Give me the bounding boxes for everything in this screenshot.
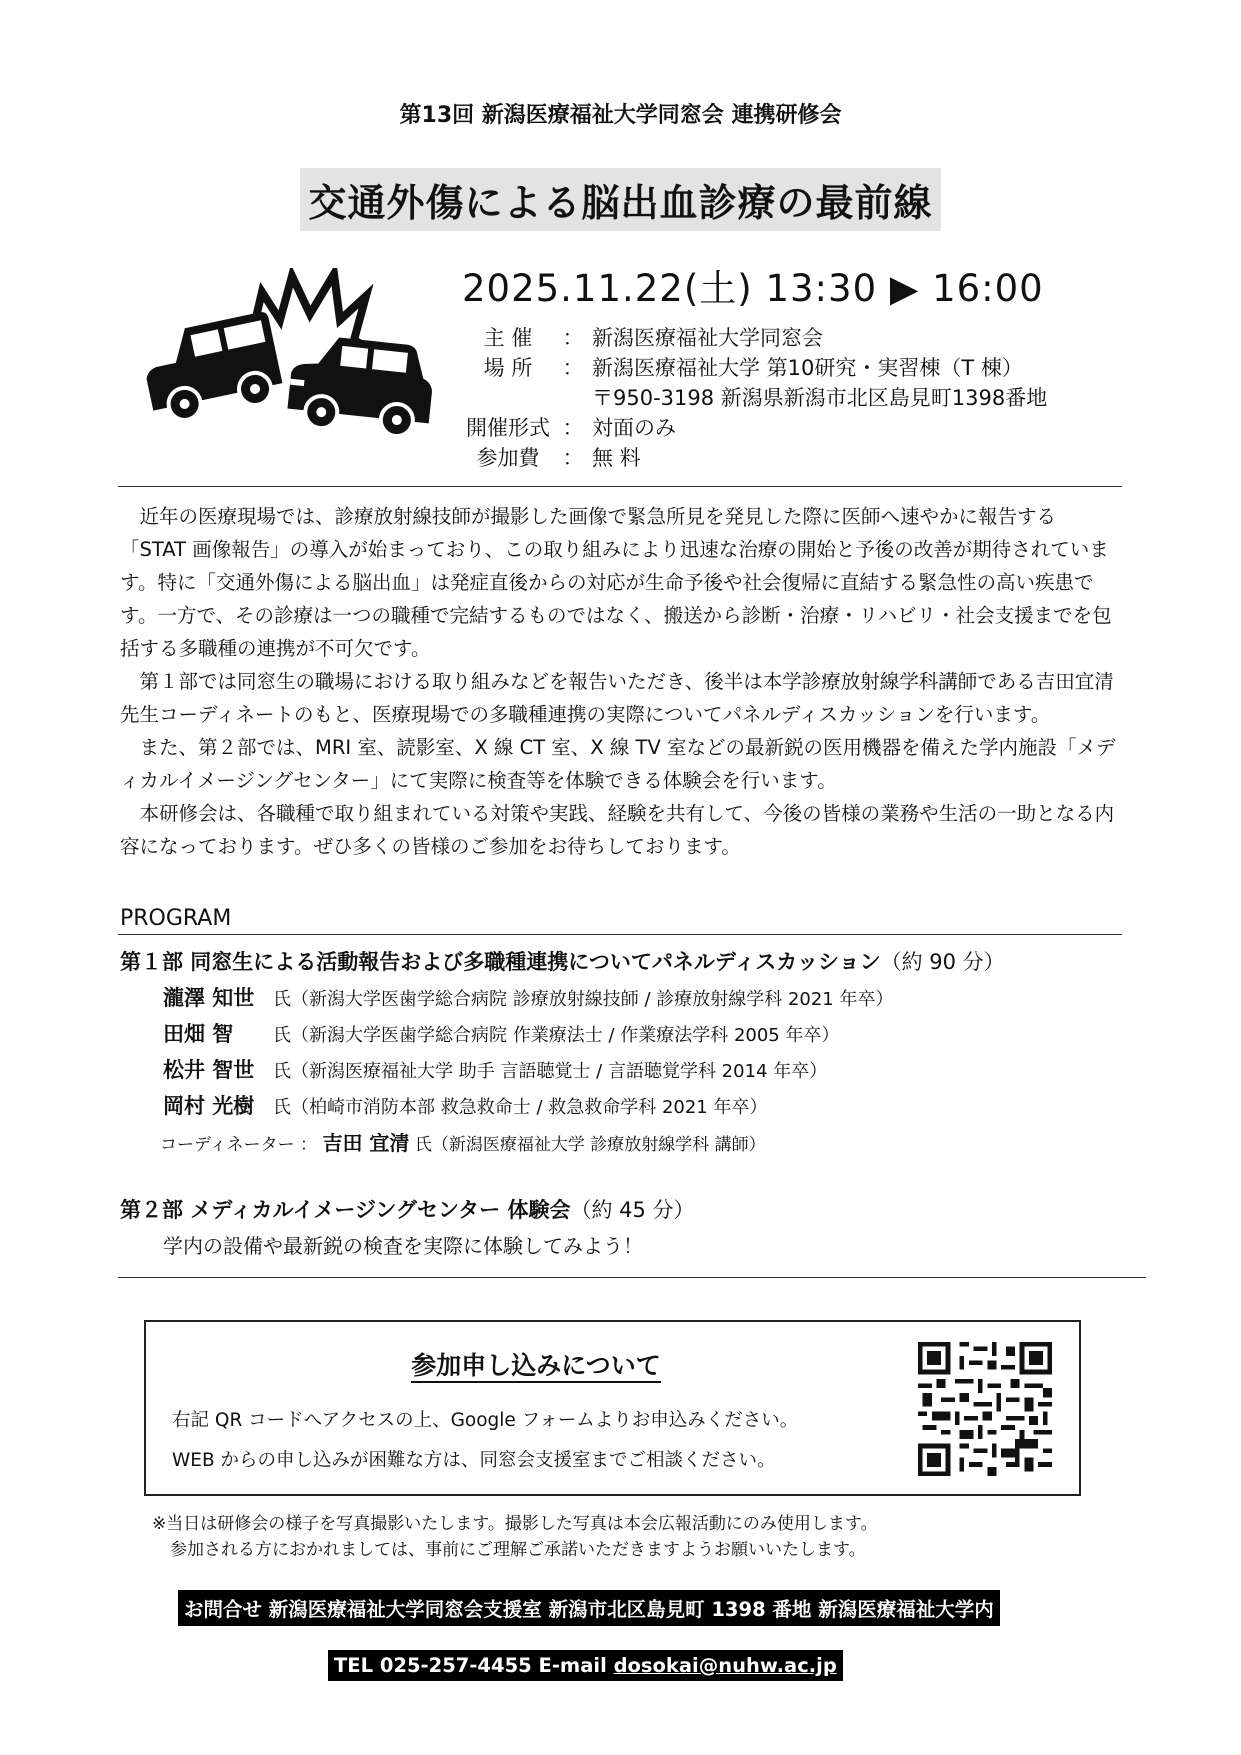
divider [118, 1277, 1146, 1278]
info-fee-row [462, 442, 641, 472]
photo-notice-consent: 参加される方におかれましては、事前にご理解ご承諾いただきますようお願いいたします。 [170, 1540, 866, 1560]
main-title: 交通外傷による脳出血診療の最前線 [300, 168, 940, 231]
info-value: 対面のみ [592, 416, 676, 440]
info-value: 新潟医療福祉大学同窓会 [592, 326, 823, 350]
application-title-text: 参加申し込みについて [411, 1351, 661, 1383]
part2-duration: （約 45 分） [570, 1198, 695, 1222]
speaker-detail: 氏（新潟大学医歯学総合病院 作業療法士 / 作業療法学科 2005 年卒） [273, 1025, 840, 1046]
divider [118, 934, 1122, 935]
coordinator-name: 吉田 宜清 [322, 1131, 410, 1155]
contact-email-link[interactable]: dosokai@nuhw.ac.jp [613, 1654, 837, 1677]
info-label: 開催形式 [466, 416, 550, 440]
speaker-row [163, 1090, 767, 1120]
speaker-detail: 氏（新潟医療福祉大学 助手 言語聴覚士 / 言語聴覚学科 2014 年卒） [273, 1061, 828, 1082]
speaker-detail: 氏（新潟大学医歯学総合病院 診療放射線技師 / 診療放射線学科 2021 年卒） [273, 989, 894, 1010]
info-value: 無 料 [592, 446, 641, 470]
speaker-row [163, 982, 893, 1012]
intro-paragraph: 第１部では同窓生の職場における取り組みなどを報告いただき、後半は本学診療放射線学科講師である吉田宜清先生コーディネートのもと、医療現場での多職種連携の実際についてパネルディスカッションを行います。 [120, 670, 1114, 726]
intro-text [120, 500, 1120, 863]
part2-description: 学内の設備や最新鋭の検査を実際に体験してみよう！ [163, 1234, 643, 1258]
part2-title: 第２部 メディカルイメージングセンター 体験会 [120, 1198, 571, 1222]
main-title-wrap [0, 168, 1241, 231]
speaker-name: 田畑 智 [163, 1022, 234, 1046]
divider [118, 486, 1122, 487]
application-box [144, 1320, 1081, 1496]
coordinator-detail: 氏（新潟医療福祉大学 診療放射線学科 講師） [414, 1135, 766, 1155]
car-crash-icon [140, 268, 440, 452]
event-datetime: 2025.11.22(土) 13:30 ▶ 16:00 [462, 267, 1044, 310]
speaker-name: 岡村 光樹 [163, 1094, 255, 1118]
info-separator: ： [562, 446, 584, 470]
info-separator: ： [562, 416, 584, 440]
part1-title-row [120, 946, 1005, 976]
info-address-row [462, 382, 1047, 412]
qr-code-icon[interactable] [918, 1342, 1052, 1480]
event-title: 第13回 新潟医療福祉大学同窓会 連携研修会 [399, 103, 842, 128]
program-label: PROGRAM [120, 906, 232, 931]
info-label: 参加費 [476, 446, 540, 470]
info-format-row [462, 412, 676, 442]
intro-paragraph: 近年の医療現場では、診療放射線技師が撮影した画像で緊急所見を発見した際に医師へ速やかに報告する「STAT 画像報告」の導入が始まっており、この取り組みにより迅速な治療の開始と予後の改善が期待されています。特に「交通外傷による脳出血」は発症直後からの対応が生命予後や社会復帰に直結する緊急性の高い疾患です。一方で、その診療は一つの職種で完結するものではなく、搬送から診断・治療・リハビリ・社会支援までを包括する多職種の連携が不可欠です。 [120, 505, 1112, 660]
speaker-detail: 氏（柏崎市消防本部 救急救命士 / 救急救命学科 2021 年卒） [273, 1097, 768, 1118]
intro-paragraph: また、第２部では、MRI 室、読影室、X 線 CT 室、X 線 TV 室などの最新鋭の医用機器を備えた学内施設「メディカルイメージングセンター」にて実際に検査等を体験できる体験会を行います。 [120, 736, 1116, 792]
speaker-name: 瀧澤 知世 [163, 986, 255, 1010]
contact-tel: TEL 025-257-4455 E-mail [334, 1654, 607, 1677]
part1-duration: （約 90 分） [880, 950, 1005, 974]
info-label: 場 所 [483, 356, 533, 380]
application-line: WEB からの申し込みが困難な方は、同窓会支援室までご相談ください。 [172, 1450, 776, 1471]
application-title [146, 1346, 926, 1382]
info-value: 〒950-3198 新潟県新潟市北区島見町1398番地 [592, 386, 1048, 410]
speaker-row [163, 1018, 839, 1048]
part2-title-row [120, 1194, 695, 1224]
info-label: 主 催 [483, 326, 533, 350]
coordinator-row [160, 1127, 766, 1156]
contact-address-bar: お問合せ 新潟医療福祉大学同窓会支援室 新潟市北区島見町 1398 番地 新潟医療福祉大学内 [178, 1590, 1000, 1626]
info-separator: ： [562, 326, 584, 350]
info-value: 新潟医療福祉大学 第10研究・実習棟（T 棟） [592, 356, 1023, 380]
part1-title: 第１部 同窓生による活動報告および多職種連携についてパネルディスカッション [120, 950, 881, 974]
info-separator: ： [562, 356, 584, 380]
info-host-row [462, 322, 823, 352]
contact-phone-bar [328, 1650, 843, 1681]
application-line: 右記 QR コードへアクセスの上、Google フォームよりお申込みください。 [172, 1410, 799, 1431]
speaker-row [163, 1054, 827, 1084]
info-venue-row [462, 352, 1023, 382]
photo-notice: ※当日は研修会の様子を写真撮影いたします。撮影した写真は本会広報活動にのみ使用します。 [152, 1514, 878, 1534]
intro-paragraph: 本研修会は、各職種で取り組まれている対策や実践、経験を共有して、今後の皆様の業務や生活の一助となる内容になっております。ぜひ多くの皆様のご参加をお待ちしております。 [120, 802, 1115, 858]
coordinator-label: コーディネーター ： [160, 1135, 318, 1155]
speaker-name: 松井 智世 [163, 1058, 255, 1082]
